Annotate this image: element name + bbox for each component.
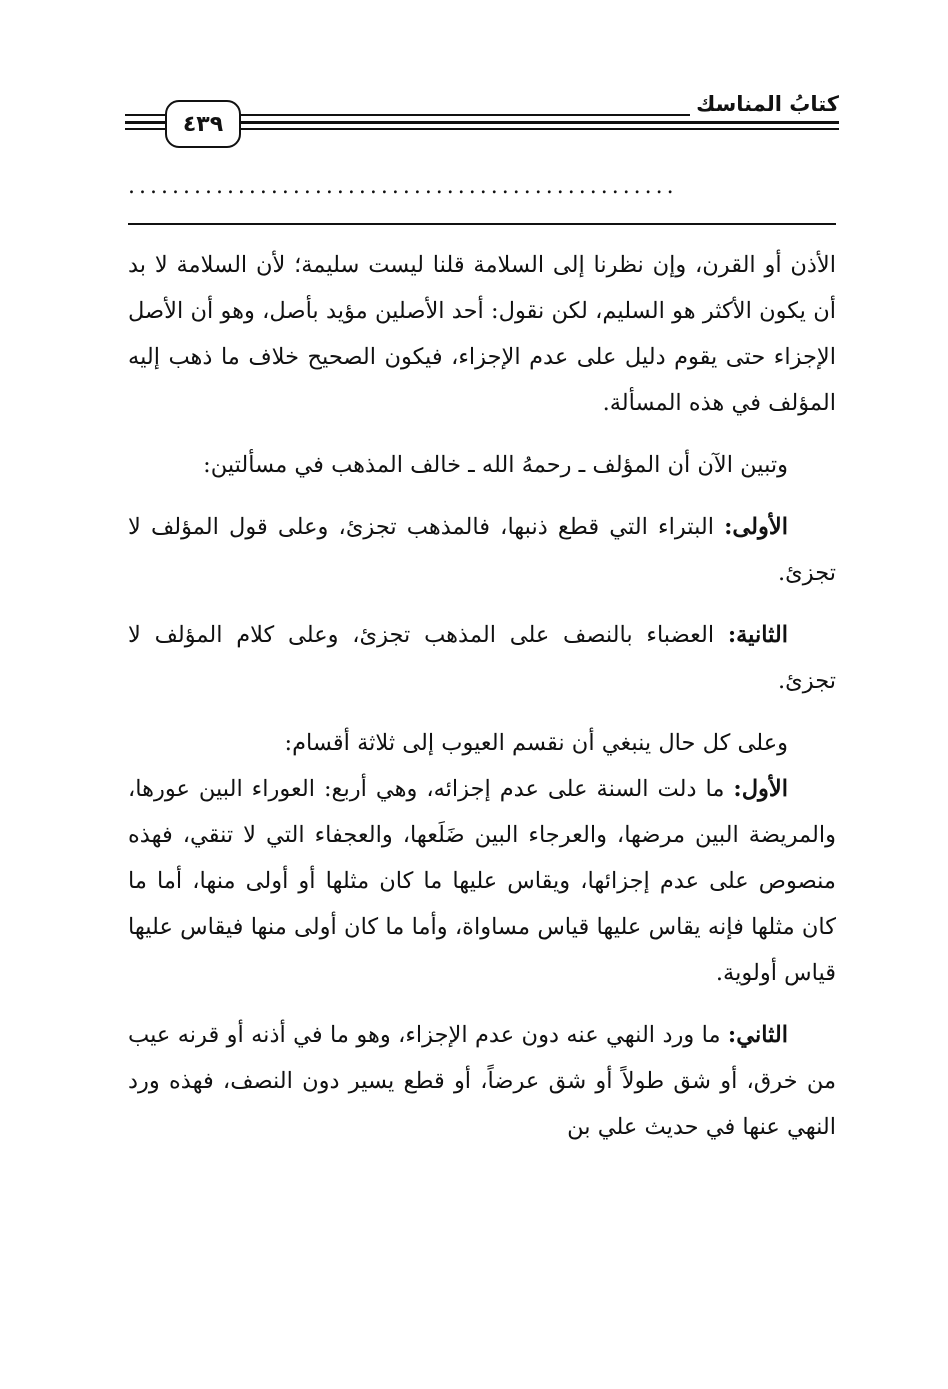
paragraph-text: ما دلت السنة على عدم إجزائه، وهي أربع: العوراء البين عورها، والمريضة البين مرضها، والعرجاء البين ضَلَعها، والعجفاء التي لا تنقي، فهذه منصوص على عدم إجزائها، ويقاس عليها ما كان مثلها أو أولى منها، أما ما كان مثلها فإنه يقاس عليها قياس مساواة، وأما ما كان أولى منها فيقاس عليها قياس أولوية. <box>128 776 836 986</box>
page-number: ٤٣٩ <box>165 100 241 148</box>
paragraph-text: البتراء التي قطع ذنبها، فالمذهب تجزئ، وعلى قول المؤلف لا تجزئ. <box>128 514 836 586</box>
paragraph-lead: الأولى: <box>724 514 788 540</box>
book-title: كتابُ المناسك <box>690 92 839 116</box>
paragraph-lead: الثانية: <box>727 622 788 648</box>
dotted-divider: .................................................. <box>128 174 678 199</box>
body-text <box>128 242 836 1166</box>
paragraph-5 <box>128 720 836 766</box>
paragraph-text: وعلى كل حال ينبغي أن نقسم العيوب إلى ثلاثة أقسام: <box>284 730 788 756</box>
separator-line <box>128 223 836 225</box>
paragraph-3 <box>128 504 836 596</box>
paragraph-text: ما ورد النهي عنه دون عدم الإجزاء، وهو ما في أذنه أو قرنه عيب من خرق، أو شق طولاً أو شق عرضاً، أو قطع يسير دون النصف، فهذه ورد النهي عنها في حديث علي بن <box>128 1022 836 1140</box>
paragraph-7 <box>128 1012 836 1150</box>
paragraph-4 <box>128 612 836 704</box>
paragraph-6 <box>128 766 836 996</box>
paragraph-text: العضباء بالنصف على المذهب تجزئ، وعلى كلام المؤلف لا تجزئ. <box>128 622 836 694</box>
header-rule-right <box>237 114 839 132</box>
paragraph-1 <box>128 242 836 426</box>
paragraph-2 <box>128 442 836 488</box>
page-header <box>125 92 839 152</box>
paragraph-lead: الأول: <box>733 776 788 802</box>
paragraph-text: الأذن أو القرن، وإن نظرنا إلى السلامة قلنا ليست سليمة؛ لأن السلامة لا بد أن يكون الأكثر هو السليم، لكن نقول: أحد الأصلين مؤيد بأصل، وهو أن الأصل الإجزاء حتى يقوم دليل على عدم الإجزاء، فيكون الصحيح خلاف ما ذهب إليه المؤلف في هذه المسألة. <box>128 252 836 416</box>
paragraph-lead: الثاني: <box>727 1022 788 1048</box>
header-rule-left <box>125 114 165 132</box>
paragraph-text: وتبين الآن أن المؤلف ـ رحمهُ الله ـ خالف المذهب في مسألتين: <box>203 452 788 478</box>
